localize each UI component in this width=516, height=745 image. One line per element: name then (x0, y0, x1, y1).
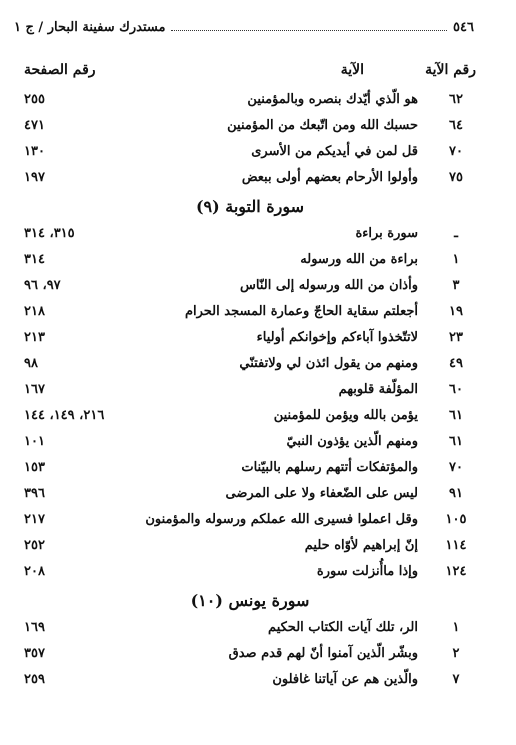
page-reference: ٣٥٧ (24, 646, 45, 661)
page-reference: ٢١٦، ١٤٩، ١٤٤ (24, 408, 105, 423)
index-row (24, 352, 476, 378)
page-reference: ١٩٧ (24, 170, 45, 185)
ayah-number: ٦١ (449, 434, 463, 449)
column-header-ayah: الآية (340, 62, 364, 78)
page-reference: ١٦٧ (24, 382, 45, 397)
page-reference: ١٣٠ (24, 144, 45, 159)
ayah-number: ١ (452, 252, 460, 267)
ayah-text: ومنهم الّذين يؤذون النبيّ (286, 434, 418, 449)
index-row (24, 616, 476, 642)
header-dot-leader (171, 20, 447, 31)
ayah-text: براءة من الله ورسوله (300, 252, 418, 267)
index-row (24, 166, 476, 192)
ayah-text: الر، تلك آيات الكتاب الحكيم (268, 620, 418, 635)
column-header-page-number: رقم الصفحة (24, 62, 96, 78)
page-reference: ٣١٥، ٣١٤ (24, 226, 75, 241)
index-row (24, 326, 476, 352)
ayah-number: ٧٥ (449, 170, 463, 185)
index-row (24, 114, 476, 140)
surah-heading: سورة التوبة (٩) (195, 197, 305, 216)
page-reference: ١٥٣ (24, 460, 45, 475)
page-reference: ٤٧١ (24, 118, 45, 133)
ayah-number: ٣ (452, 278, 460, 293)
page-reference: ٣٩٦ (24, 486, 45, 501)
index-row (24, 300, 476, 326)
ayah-text: المؤلّفة قلوبهم (338, 382, 418, 397)
index-row (24, 642, 476, 668)
ayah-text: أجعلتم سقاية الحاجّ وعمارة المسجد الحرام (184, 304, 418, 319)
page-reference: ٢٥٩ (24, 672, 45, 687)
page-reference: ٢٥٥ (24, 92, 45, 107)
index-row (24, 482, 476, 508)
ayah-text: والمؤتفكات أتتهم رسلهم بالبيّنات (241, 460, 418, 475)
ayah-number: ١٢٤ (445, 564, 467, 579)
page-reference: ٩٧، ٩٦ (24, 278, 61, 293)
ayah-text: وأولوا الأرحام بعضهم أولى ببعض (241, 170, 418, 185)
page-number: ٥٤٦ (453, 20, 474, 35)
index-row (24, 560, 476, 586)
ayah-text: وأذان من الله ورسوله إلى النّاس (239, 278, 418, 293)
page-reference: ٩٨ (24, 356, 38, 371)
index-row (24, 222, 476, 248)
index-row (24, 456, 476, 482)
column-header-ayah-number: رقم الآية (425, 62, 476, 78)
ayah-number: ـ (454, 226, 458, 241)
ayah-text: لاتتّخذوا آباءكم وإخوانكم أولياء (256, 330, 418, 345)
ayah-number: ٧ (452, 672, 460, 687)
index-table (24, 88, 476, 694)
index-row (24, 140, 476, 166)
index-row (24, 534, 476, 560)
ayah-number: ١١٤ (445, 538, 467, 553)
ayah-text: ومنهم من يقول ائذن لي ولاتفتنّي (239, 356, 418, 371)
index-row (24, 508, 476, 534)
surah-heading: سورة يونس (١٠) (190, 591, 310, 610)
index-row (24, 378, 476, 404)
ayah-text: وبشّر الّذين آمنوا أنّ لهم قدم صدق (228, 646, 418, 661)
page-reference: ٣١٤ (24, 252, 45, 267)
ayah-text: والّذين هم عن آياتنا غافلون (272, 672, 418, 687)
column-headers (24, 62, 476, 84)
ayah-text: وقل اعملوا فسيرى الله عملكم ورسوله والمؤمنون (145, 512, 418, 527)
ayah-number: ٦٤ (449, 118, 463, 133)
page-reference: ٢١٨ (24, 304, 45, 319)
book-title: مستدرك سفينة البحار / ج ١ (14, 20, 166, 35)
ayah-text: حسبك الله ومن اتّبعك من المؤمنين (227, 118, 418, 133)
page-reference: ٢١٣ (24, 330, 45, 345)
page-reference: ١٠١ (24, 434, 45, 449)
ayah-text: هو الّذي أيّدك بنصره وبالمؤمنين (247, 92, 418, 107)
ayah-number: ٧٠ (449, 144, 463, 159)
ayah-number: ١٠٥ (445, 512, 467, 527)
ayah-number: ٢ (452, 646, 460, 661)
ayah-text: يؤمن بالله ويؤمن للمؤمنين (273, 408, 418, 423)
page-header (14, 20, 474, 42)
page-reference: ٢٠٨ (24, 564, 45, 579)
ayah-number: ٩١ (449, 486, 463, 501)
ayah-text: إنّ إبراهيم لأوّاه حليم (304, 538, 418, 553)
page-reference: ٢٥٢ (24, 538, 45, 553)
ayah-text: ليس على الضّعفاء ولا على المرضى (225, 486, 418, 501)
ayah-text: وإذا ماأُنزلت سورة (316, 564, 418, 579)
ayah-number: ٦١ (449, 408, 463, 423)
ayah-number: ١٩ (449, 304, 463, 319)
ayah-text: قل لمن في أيديكم من الأسرى (251, 144, 418, 159)
index-row (24, 430, 476, 456)
index-row (24, 248, 476, 274)
ayah-text: سورة براءة (355, 226, 418, 241)
page-reference: ١٦٩ (24, 620, 45, 635)
index-row (24, 274, 476, 300)
index-row (24, 668, 476, 694)
index-row (24, 404, 476, 430)
index-row (24, 88, 476, 114)
ayah-number: ٦٢ (449, 92, 463, 107)
ayah-number: ٧٠ (449, 460, 463, 475)
ayah-number: ٦٠ (449, 382, 463, 397)
ayah-number: ٤٩ (449, 356, 463, 371)
ayah-number: ٢٣ (449, 330, 463, 345)
ayah-number: ١ (452, 620, 460, 635)
page-reference: ٢١٧ (24, 512, 45, 527)
